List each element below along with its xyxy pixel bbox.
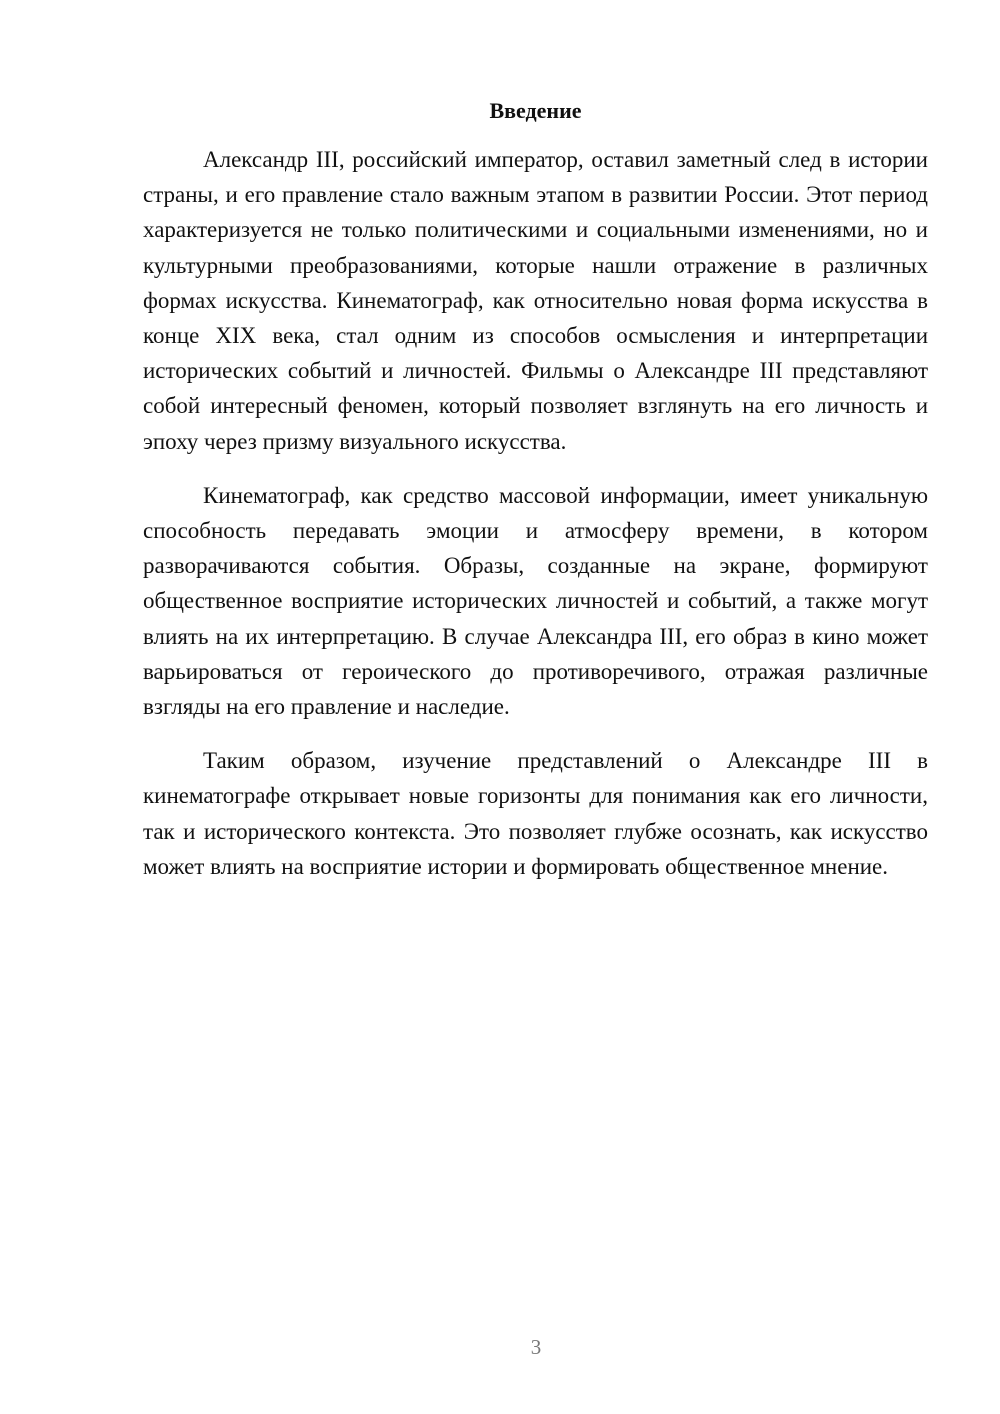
paragraph-1: Александр III, российский император, оставил заметный след в истории страны, и его правление стало важным этапом в развитии России. Этот период характеризуется не только политическими и социальными изменениями, но и культурными преобразованиями, которые нашли отражение в различных формах искусства. Кинематограф, как относительно новая форма искусства в конце XIX века, стал одним из способов осмысления и интерпретации исторических событий и личностей. Фильмы о Александре III представляют собой интересный феномен, который позволяет взглянуть на его личность и эпоху через призму визуального искусства.	[143, 147, 928, 454]
paragraph-3: Таким образом, изучение представлений о Александре III в кинематографе открывает новые горизонты для понимания как его личности, так и исторического контекста. Это позволяет глубже осознать, как искусство может влиять на восприятие истории и формировать общественное мнение.	[143, 748, 928, 879]
section-heading: Введение	[489, 98, 582, 123]
body-text	[143, 142, 928, 903]
page-number: 3	[530, 1335, 542, 1359]
paragraph-2: Кинематограф, как средство массовой информации, имеет уникальную способность передавать эмоции и атмосферу времени, в котором разворачиваются события. Образы, созданные на экране, формируют общественное восприятие исторических личностей и событий, а также могут влиять на их интерпретацию. В случае Александра III, его образ в кино может варьироваться от героического до противоречивого, отражая различные взгляды на его правление и наследие.	[143, 482, 928, 720]
